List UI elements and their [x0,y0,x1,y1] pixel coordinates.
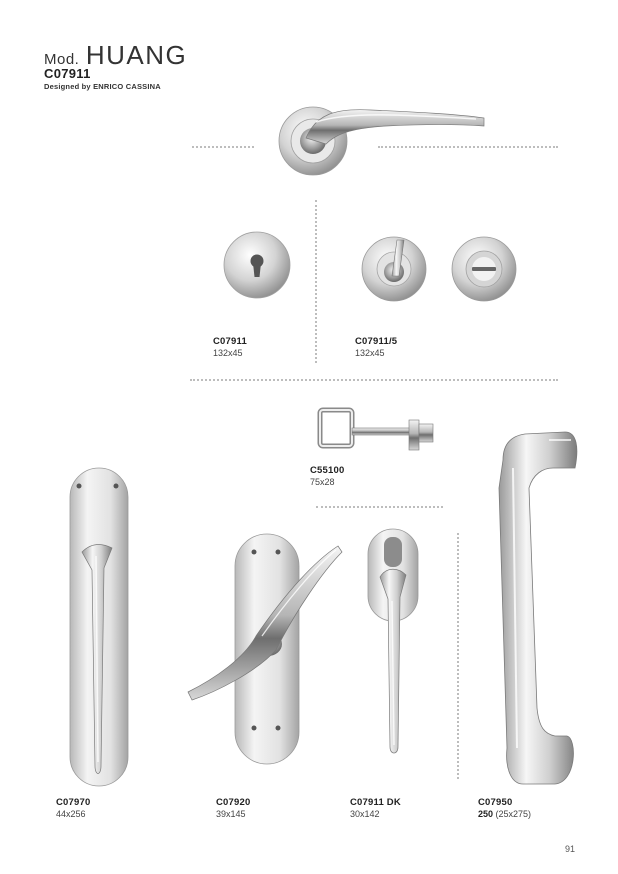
divider-vertical-middle [315,200,317,363]
product-dimensions: 132x45 [213,348,243,358]
product-length: 250 [478,809,494,819]
product-dimensions: 132x45 [355,348,385,358]
narrow-plate-lever-image [366,527,422,759]
backplate-lever-long-image [68,466,132,788]
divider-top-left [192,146,254,148]
backplate-lever-short-image [186,532,346,772]
divider-middle [190,379,558,381]
model-name: HUANG [85,40,188,70]
key-image [317,406,439,456]
product-code: C07950 [478,797,513,808]
product-code: C07911 DK [350,797,401,808]
privacy-indicator-rose-image [451,236,517,302]
product-dimensions: 75x28 [310,477,335,487]
pull-handle-image [493,428,579,792]
product-size: (25x275) [493,809,532,819]
lever-handle-rose-image [276,104,488,176]
keyhole-rose-image [223,231,291,299]
divider-vertical-lower [457,533,459,779]
product-code: C07911 [213,336,247,347]
product-code: C07920 [216,797,251,808]
divider-lower [316,506,443,508]
model-code: C07911 [44,66,91,81]
product-caption-long-plate [56,797,90,819]
product-code: C07911/5 [355,336,398,347]
product-caption-pull-handle [478,797,531,819]
page-number: 91 [565,844,576,854]
product-dimensions: 44x256 [56,809,86,819]
product-caption-short-plate [216,797,250,819]
model-prefix: Mod. [44,51,80,68]
product-dimensions: 39x145 [216,809,246,819]
product-caption-narrow-plate [350,797,401,819]
product-caption-key [310,465,344,487]
privacy-turn-rose-image [361,236,427,302]
product-dimensions: 30x142 [350,809,380,819]
product-caption-privacy [355,336,397,358]
designer-credit: Designed by ENRICO CASSINA [44,82,161,91]
product-dimensions [478,809,531,819]
product-code: C07970 [56,797,91,808]
product-caption-keyhole [213,336,247,358]
product-code: C55100 [310,465,345,476]
